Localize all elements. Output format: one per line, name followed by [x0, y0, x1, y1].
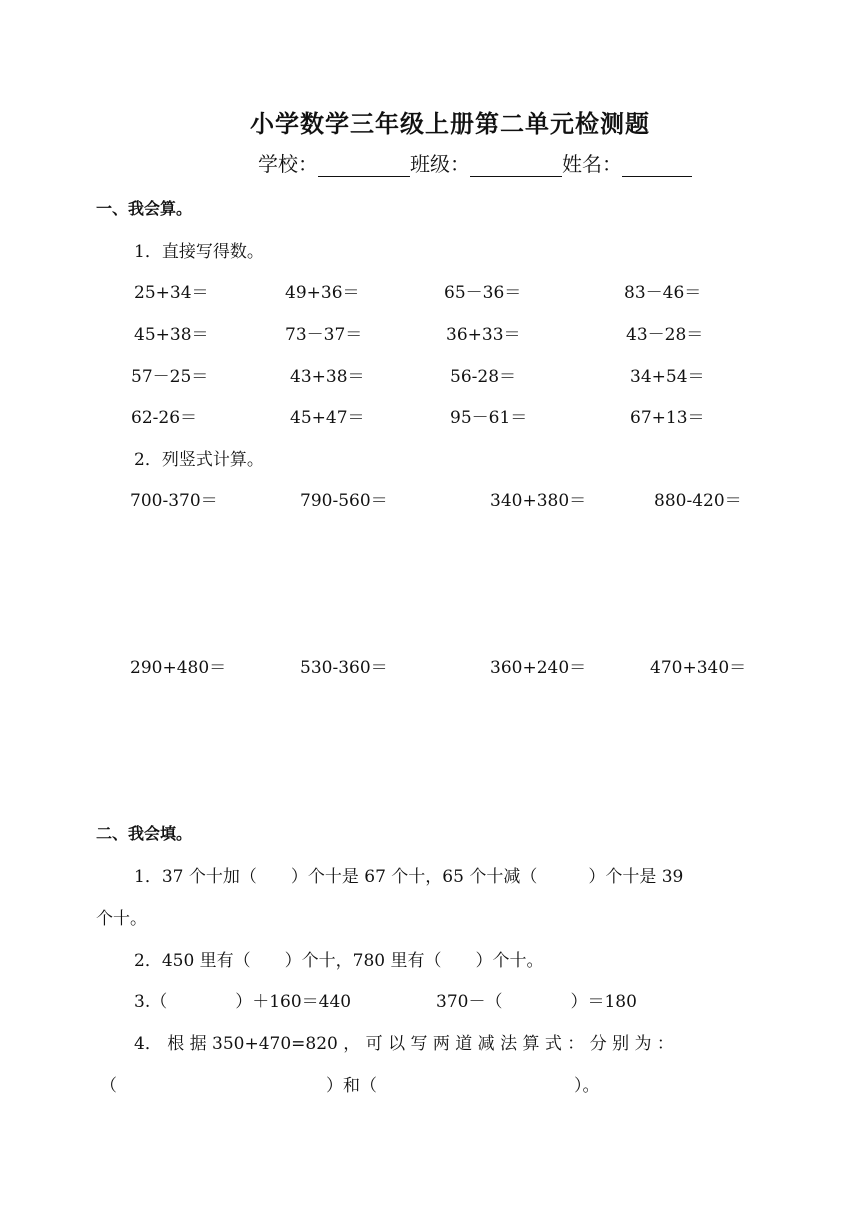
vertical-calc-item: 340+380＝	[490, 491, 587, 511]
mental-math-item: 65－36＝	[444, 283, 522, 303]
mental-math-item: 25+34＝	[134, 283, 209, 303]
vertical-calc-item: 470+340＝	[650, 658, 747, 678]
section1-heading: 一、我会算。	[96, 199, 193, 218]
question-4-line1: 4． 根 据 350+470=820 ， 可 以 写 两 道 减 法 算 式 ： 分 别 为 ：	[134, 1034, 674, 1054]
mental-math-item: 83－46＝	[624, 283, 702, 303]
question-2: 2．450 里有（ ）个十，780 里有（ ）个十。	[134, 951, 544, 971]
class-blank	[470, 154, 562, 177]
mental-math-item: 45+38＝	[134, 325, 209, 345]
part1-title: 1．直接写得数。	[134, 242, 264, 262]
mental-math-item: 95－61＝	[450, 408, 528, 428]
mental-math-item: 56-28＝	[450, 367, 517, 387]
vertical-calc-item: 530-360＝	[300, 658, 388, 678]
vertical-calc-item: 880-420＝	[654, 491, 742, 511]
mental-math-item: 57－25＝	[131, 367, 209, 387]
vertical-calc-item: 700-370＝	[130, 491, 218, 511]
mental-math-item: 67+13＝	[630, 408, 705, 428]
mental-math-item: 45+47＝	[290, 408, 365, 428]
vertical-calc-item: 290+480＝	[130, 658, 227, 678]
question-4-close: ）。	[574, 1076, 600, 1096]
question-4-and: ）和（	[326, 1076, 377, 1096]
part2-title: 2．列竖式计算。	[134, 450, 264, 470]
mental-math-item: 49+36＝	[285, 283, 360, 303]
page-title: 小学数学三年级上册第二单元检测题	[250, 109, 650, 138]
vertical-calc-item: 790-560＝	[300, 491, 388, 511]
question-4-open: （	[100, 1076, 117, 1096]
mental-math-item: 34+54＝	[630, 367, 705, 387]
mental-math-item: 43－28＝	[626, 325, 704, 345]
question-3a: 3.（ ）＋160＝440	[134, 992, 352, 1012]
name-blank	[622, 154, 692, 177]
vertical-calc-item: 360+240＝	[490, 658, 587, 678]
section2-heading: 二、我会填。	[96, 824, 193, 843]
question-1-line1: 1．37 个十加（ ）个十是 67 个十，65 个十减（ ）个十是 39	[134, 867, 684, 887]
mental-math-item: 73－37＝	[285, 325, 363, 345]
class-label: 班级：	[410, 152, 470, 176]
school-label: 学校：	[258, 152, 318, 176]
question-3b: 370－（ ）＝180	[436, 992, 637, 1012]
school-blank	[318, 154, 410, 177]
name-label: 姓名：	[562, 152, 622, 176]
mental-math-item: 62-26＝	[131, 408, 198, 428]
question-1-line2: 个十。	[96, 909, 147, 929]
student-info-line	[258, 148, 692, 177]
mental-math-item: 43+38＝	[290, 367, 365, 387]
mental-math-item: 36+33＝	[446, 325, 521, 345]
